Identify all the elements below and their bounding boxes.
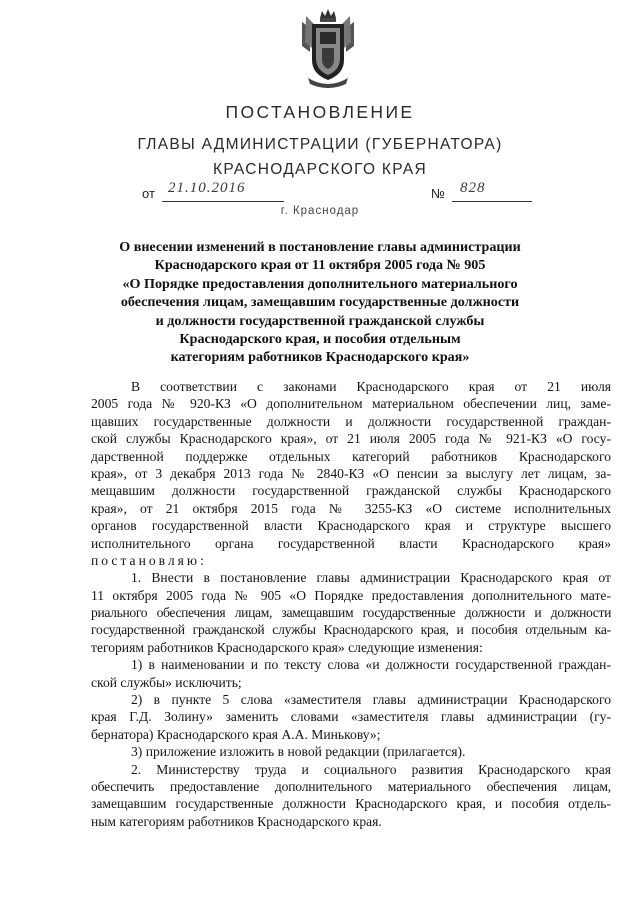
title-line: Краснодарского края, и пособия отдельным [179,331,461,348]
document-type: ПОСТАНОВЛЕНИЕ [225,102,415,122]
body-line: тегориям работников Краснодарского края» следующие изменения: [91,639,483,655]
title-line: обеспечения лицам, замещавшим государственные должности [120,294,520,311]
title-line: Краснодарского края от 11 октября 2005 года № 905 [154,257,486,274]
body-line: края», от 21 октября 2015 года № 3255-КЗ «О системе исполнительных [91,500,611,516]
krasnodar-coat-of-arms-icon [296,8,360,90]
body-line: 2) в пункте 5 слова «заместителя главы администрации Краснодарского [131,692,611,708]
body-line: мещавшим должности государственной гражданской службы Краснодарского [91,483,611,499]
title-line: О внесении изменений в постановление главы администрации [119,239,521,255]
title-line: и должности государственной гражданской службы [155,312,485,329]
number-value: 828 [460,180,486,196]
title-line: «О Порядке предоставления дополнительного материального [122,275,518,292]
document-title [60,238,580,367]
number-underline [452,201,532,202]
body-line: обеспечить предоставление дополнительного материального обеспечения лицам, [91,778,611,794]
body-line: бернатора) Краснодарского края А.А. Минькову»; [91,726,381,742]
document-body [91,378,611,830]
body-line: края Г.Д. Золину» заменить словами «заместителя главы администрации (гу- [91,709,611,725]
body-line: исполнительного органа государственной власти Краснодарского края» [91,535,611,551]
title-line: категориям работников Краснодарского края» [170,349,470,366]
body-line: 11 октября 2005 года № 905 «О Порядке предоставления дополнительного мате- [91,587,611,603]
body-line: ской службы» исключить; [91,674,242,690]
body-line: замещавшим государственные должности Краснодарского края, и пособия отдель- [91,796,611,812]
number-label: № [431,186,445,201]
body-line: 3) приложение изложить в новой редакции (прилагается). [131,744,466,760]
date-value: 21.10.2016 [168,180,246,196]
body-line: ным категориям работников Краснодарского края. [91,813,382,829]
body-line: риального обеспечения лицам, замещавшим государственные должности и должности [91,605,611,621]
body-line: органов государственной власти Краснодарского края и структуре высшего [91,518,611,534]
date-underline [162,201,284,202]
city: г. Краснодар [280,205,360,217]
body-line: 2. Министерству труда и социального развития Краснодарского края [131,761,611,777]
body-line: государственной гражданской службы Краснодарского края, и пособия отдельным ка- [91,622,611,638]
body-line: 2005 года № 920-КЗ «О дополнительном материальном обеспечении лиц, заме- [91,396,611,412]
issuer-line-1: ГЛАВЫ АДМИНИСТРАЦИИ (ГУБЕРНАТОРА) [137,136,503,153]
body-line: ской службы Краснодарского края», от 21 июля 2005 года № 921-КЗ «О госу- [91,431,611,447]
body-line: В соответствии с законами Краснодарского края от 21 июля [131,379,611,394]
body-line-postanovlyayu: постановляю: [91,552,207,568]
body-line: 1. Внести в постановление главы администрации Краснодарского края от [131,570,611,586]
body-line: края», от 3 декабря 2013 года № 2840-КЗ «О пенсии за выслугу лет лицам, за- [91,465,611,481]
body-line: 1) в наименовании и по тексту слова «и должности государственной граждан- [131,657,611,673]
body-line: дарственной поддержке отдельных категорий работников Краснодарского [91,448,611,464]
body-line: щавших государственные должности и должности государственной граждан- [91,413,611,429]
issuer-line-2: КРАСНОДАРСКОГО КРАЯ [213,161,427,178]
date-label: от [142,186,155,201]
